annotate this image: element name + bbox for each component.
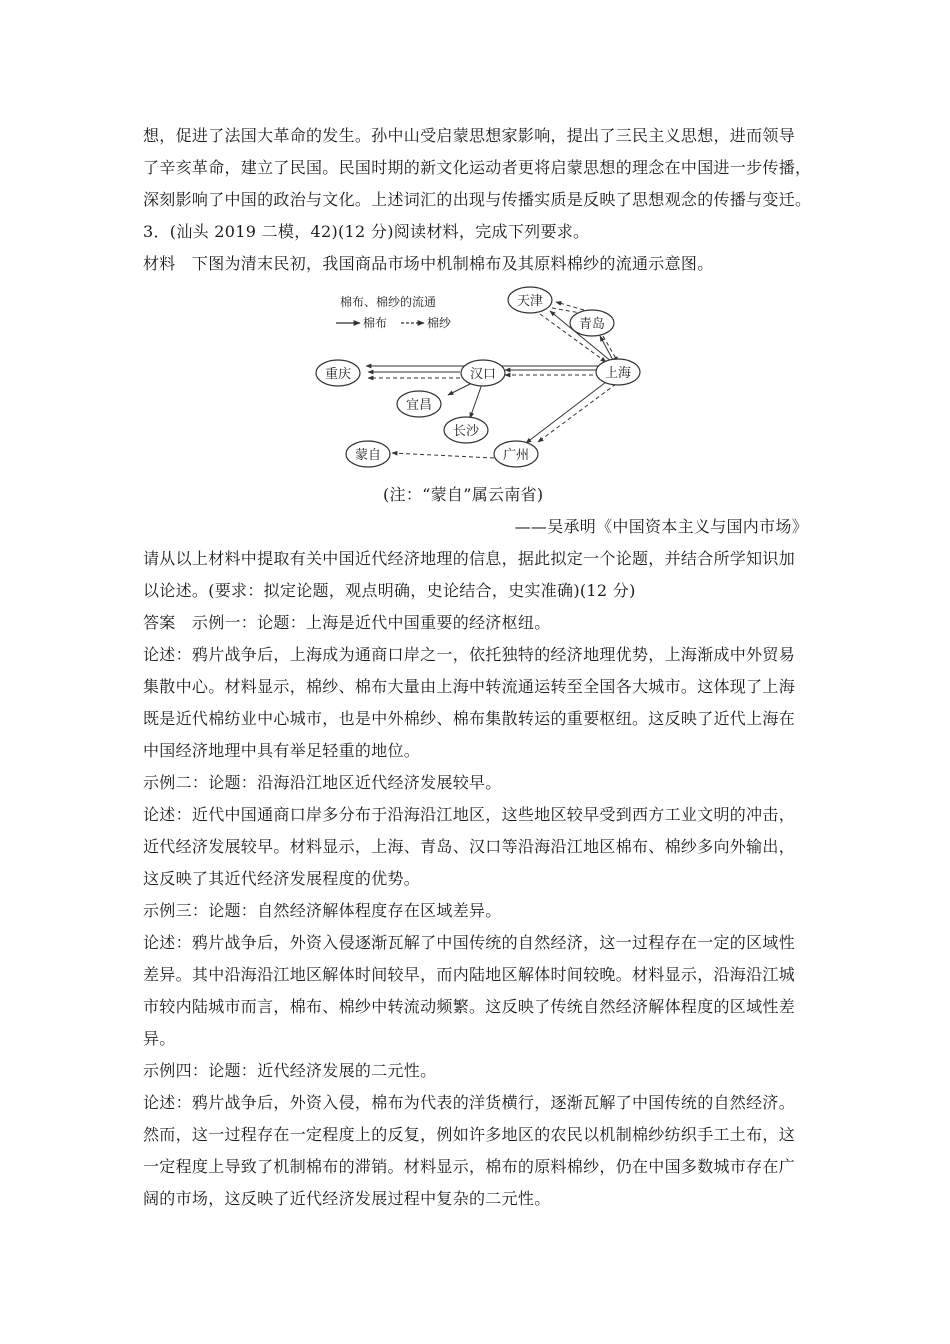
paragraph-line: 市较内陆城市而言，棉布、棉纱中转流动频繁。这反映了传统自然经济解体程度的区域性差 [143, 997, 796, 1016]
svg-text:广州: 广州 [502, 448, 530, 463]
flow-yarn-qingdao-shanghai [603, 336, 618, 362]
svg-text:汉口: 汉口 [469, 367, 497, 382]
svg-text:天津: 天津 [516, 294, 544, 309]
material-intro: 材料 下图为清末民初，我国商品市场中机制棉布及其原料棉纱的流通示意图。 [143, 254, 714, 273]
legend-yarn-label: 棉纱 [427, 316, 452, 330]
legend-title: 棉布、棉纱的流通 [340, 295, 437, 309]
paragraph-line: 论述：鸦片战争后，外资入侵，棉布为代表的洋货横行，逐渐瓦解了中国传统的自然经济。 [143, 1093, 796, 1112]
flow-yarn-shanghai-guangzhou [538, 384, 616, 442]
svg-text:重庆: 重庆 [324, 367, 352, 382]
node-chongqing [316, 360, 360, 386]
paragraph-line: 以论述。(要求：拟定论题，观点明确，史论结合，史实准确)(12 分) [143, 581, 636, 600]
paragraph-line: 想，促进了法国大革命的发生。孙中山受启蒙思想家影响，提出了三民主义思想，进而领导 [143, 126, 796, 145]
paragraph-line: 差异。其中沿海沿江地区解体时间较早，而内陆地区解体时间较晚。材料显示，沿海沿江城 [143, 965, 796, 984]
node-mengzi [346, 441, 390, 467]
flow-yarn-guangzhou-mengzi [392, 453, 494, 458]
paragraph-line: 既是近代棉纺业中心城市，也是中外棉纱、棉布集散转运的重要枢纽。这反映了近代上海在 [143, 709, 796, 728]
paragraph-line: 异。 [143, 1029, 176, 1048]
paragraph-line: 集散中心。材料显示，棉纱、棉布大量由上海中转流通运转至全国各大城市。这体现了上海 [143, 677, 796, 696]
answer-heading: 答案 示例一：论题：上海是近代中国重要的经济枢纽。 [143, 613, 551, 632]
paragraph-line: 请从以上材料中提取有关中国近代经济地理的信息，据此拟定一个论题，并结合所学知识加 [143, 549, 796, 568]
flow-hankou-yichang [448, 383, 472, 395]
flow-shanghai-guangzhou [526, 382, 606, 443]
svg-text:青岛: 青岛 [578, 317, 606, 332]
node-hankou [461, 360, 505, 386]
svg-text:蒙自: 蒙自 [354, 448, 382, 463]
paragraph-line: 论述：鸦片战争后，上海成为通商口岸之一，依托独特的经济地理优势，上海渐成中外贸易 [143, 645, 796, 664]
node-qingdao [570, 310, 614, 336]
paragraph-line: 这反映了其近代经济发展程度的优势。 [143, 869, 421, 888]
node-guangzhou [494, 441, 538, 467]
question-heading: 3．(汕头 2019 二模，42)(12 分)阅读材料，完成下列要求。 [143, 222, 590, 241]
paragraph-line: 论述：近代中国通商口岸多分布于沿海沿江地区，这些地区较早受到西方工业文明的冲击， [143, 805, 796, 824]
svg-text:宜昌: 宜昌 [405, 398, 433, 413]
flow-yarn-qingdao-tianjin [556, 302, 584, 310]
example-heading: 示例三：论题：自然经济解体程度存在区域差异。 [143, 901, 502, 920]
paragraph-line: 深刻影响了中国的政治与文化。上述词汇的出现与传播实质是反映了思想观念的传播与变迁。 [143, 190, 812, 209]
svg-text:长沙: 长沙 [452, 424, 480, 439]
svg-text:上海: 上海 [604, 366, 632, 381]
node-yichang [397, 391, 441, 417]
paragraph-line: 阔的市场，这反映了近代经济发展过程中复杂的二元性。 [143, 1189, 551, 1208]
paragraph-line: 然而，这一过程存在一定程度上的反复，例如许多地区的农民以机制棉纱纺织手工土布，这 [143, 1125, 796, 1144]
paragraph-line: 中国经济地理中具有举足轻重的地位。 [143, 741, 421, 760]
example-heading: 示例二：论题：沿海沿江地区近代经济发展较早。 [143, 773, 502, 792]
example-heading: 示例四：论题：近代经济发展的二元性。 [143, 1061, 437, 1080]
node-tianjin [508, 287, 552, 313]
paragraph-line: 了辛亥革命，建立了民国。民国时期的新文化运动者更将启蒙思想的理念在中国进一步传播， [143, 158, 812, 177]
node-shanghai [596, 359, 640, 385]
figure-note: (注：“蒙自”属云南省) [383, 485, 544, 504]
figure-source: ——吴承明《中国资本主义与国内市场》 [514, 517, 808, 536]
paragraph-line: 近代经济发展较早。材料显示，上海、青岛、汉口等沿海沿江地区棉布、棉纱多向外输出， [143, 837, 796, 856]
flow-hankou-changsha [470, 384, 482, 418]
legend-cloth-label: 棉布 [363, 316, 388, 330]
cotton-flow-diagram [300, 280, 660, 480]
paragraph-line: 论述：鸦片战争后，外资入侵逐渐瓦解了中国传统的自然经济，这一过程存在一定的区域性 [143, 933, 796, 952]
node-changsha [444, 417, 488, 443]
paragraph-line: 一定程度上导致了机制棉布的滞销。材料显示，棉布的原料棉纱，仍在中国多数城市存在广 [143, 1157, 796, 1176]
